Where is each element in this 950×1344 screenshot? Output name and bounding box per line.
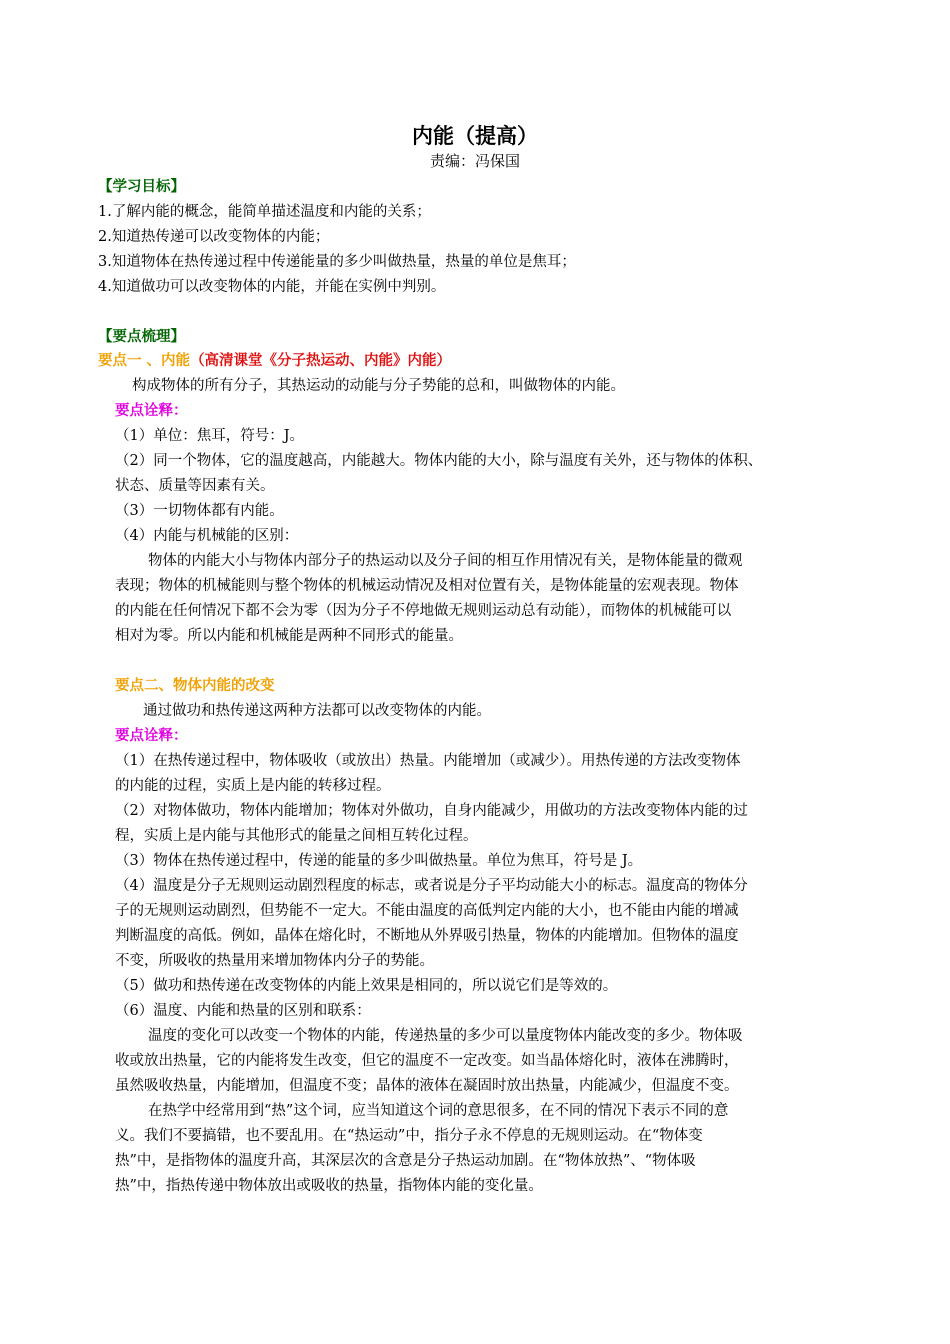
point2-para-line: 热”中，是指物体的温度升高，其深层次的含意是分子热运动加剧。在“物体放热”、“物体吸	[115, 1153, 696, 1169]
point1-line: （1）单位：焦耳，符号：J。	[115, 428, 305, 444]
point1-note-label: 要点诠释：	[115, 403, 188, 419]
point1-line: 状态、质量等因素有关。	[115, 478, 275, 494]
goal-item: 2.知道热传递可以改变物体的内能；	[98, 229, 330, 245]
point2-para-line: 收或放出热量，它的内能将发生改变，但它的温度不一定改变。如当晶体熔化时，液体在沸腾时，	[115, 1053, 739, 1069]
point2-line: 判断温度的高低。例如，晶体在熔化时，不断地从外界吸引热量，物体的内能增加。但物体的温度	[115, 928, 739, 944]
point2-line: （6）温度、内能和热量的区别和联系：	[115, 1003, 371, 1019]
point1-para-line: 的内能在任何情况下都不会为零（因为分子不停地做无规则运动总有动能），而物体的机械能可以	[115, 603, 732, 619]
goal-item: 3.知道物体在热传递过程中传递能量的多少叫做热量，热量的单位是焦耳；	[98, 254, 576, 270]
point1-line: （2）同一个物体，它的温度越高，内能越大。物体内能的大小，除与温度有关外，还与物体的体积、	[115, 453, 763, 469]
point1-definition: 构成物体的所有分子，其热运动的动能与分子势能的总和，叫做物体的内能。	[132, 378, 625, 394]
goal-item: 4.知道做功可以改变物体的内能，并能在实例中判别。	[98, 279, 446, 295]
point2-line: （4）温度是分子无规则运动剧烈程度的标志，或者说是分子平均动能大小的标志。温度高的物体分	[115, 878, 748, 894]
point2-para-line: 虽然吸收热量，内能增加，但温度不变；晶体的液体在凝固时放出热量，内能减少，但温度不变。	[115, 1078, 739, 1094]
point2-line: 子的无规则运动剧烈，但势能不一定大。不能由温度的高低判定内能的大小，也不能由内能的增减	[115, 903, 739, 919]
page-title: 内能（提高）	[412, 123, 538, 148]
point1-para-line: 相对为零。所以内能和机械能是两种不同形式的能量。	[115, 628, 463, 644]
point1-para-line: 表现；物体的机械能则与整个物体的机械运动情况及相对位置有关，是物体能量的宏观表现。物体	[115, 578, 739, 594]
point2-line: （5）做功和热传递在改变物体的内能上效果是相同的，所以说它们是等效的。	[115, 978, 618, 994]
point2-line: （1）在热传递过程中，物体吸收（或放出）热量。内能增加（或减少）。用热传递的方法改变物体	[115, 753, 741, 769]
point2-line: （3）物体在热传递过程中，传递的能量的多少叫做热量。单位为焦耳，符号是 J。	[115, 853, 643, 869]
point2-para-line: 温度的变化可以改变一个物体的内能，传递热量的多少可以量度物体内能改变的多少。物体吸	[148, 1028, 743, 1044]
editor-line: 责编：冯保国	[429, 152, 520, 170]
goals-heading: 【学习目标】	[98, 179, 185, 195]
point2-line: 的内能的过程，实质上是内能的转移过程。	[115, 778, 391, 794]
point2-line: （2）对物体做功，物体内能增加；物体对外做功，自身内能减少，用做功的方法改变物体内能的过	[115, 803, 748, 819]
point1-video-link[interactable]: （高清课堂《分子热运动、内能》内能）	[190, 353, 452, 369]
points-heading: 【要点梳理】	[98, 329, 185, 345]
point1-line: （4）内能与机械能的区别：	[115, 528, 299, 544]
point2-para-line: 热”中，指热传递中物体放出或吸收的热量，指物体内能的变化量。	[115, 1178, 543, 1194]
point2-note-label: 要点诠释：	[115, 728, 188, 744]
point2-line: 程，实质上是内能与其他形式的能量之间相互转化过程。	[115, 828, 478, 844]
point2-intro: 通过做功和热传递这两种方法都可以改变物体的内能。	[143, 703, 491, 719]
point1-heading	[98, 350, 451, 372]
point1-title: 要点一 、内能	[98, 353, 191, 369]
point2-para-line: 在热学中经常用到“热”这个词，应当知道这个词的意思很多，在不同的情况下表示不同的意	[148, 1103, 729, 1119]
point2-line: 不变，所吸收的热量用来增加物体内分子的势能。	[115, 953, 434, 969]
point2-title: 要点二、物体内能的改变	[115, 678, 275, 694]
point1-para-line: 物体的内能大小与物体内部分子的热运动以及分子间的相互作用情况有关，是物体能量的微观	[148, 553, 743, 569]
goal-item: 1.了解内能的概念，能简单描述温度和内能的关系；	[98, 204, 431, 220]
point1-line: （3）一切物体都有内能。	[115, 503, 284, 519]
point2-para-line: 义。我们不要搞错，也不要乱用。在“热运动”中，指分子永不停息的无规则运动。在“物体变	[115, 1128, 703, 1144]
